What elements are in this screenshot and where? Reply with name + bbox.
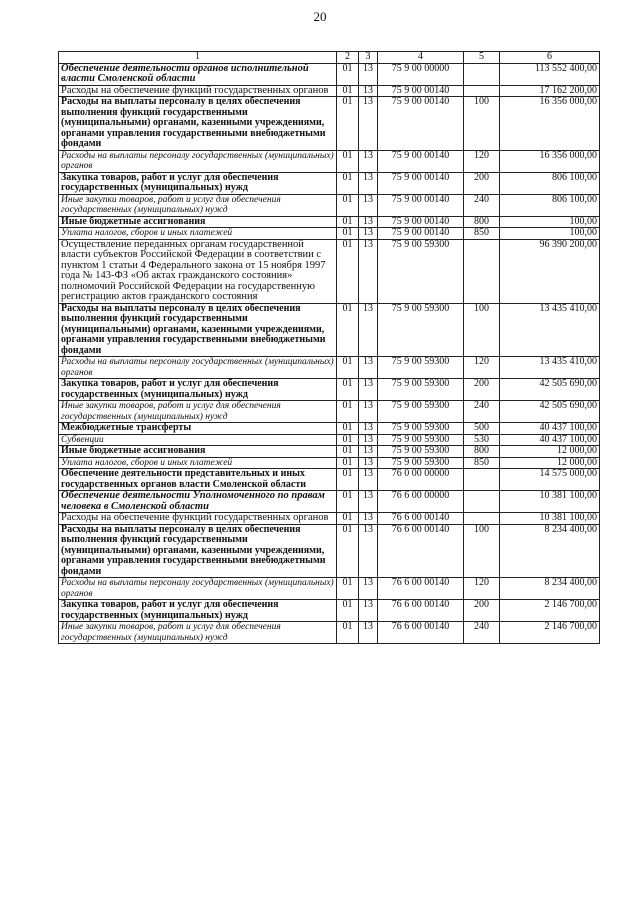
subsection-code-cell: 13 bbox=[359, 379, 378, 401]
target-article-cell: 75 9 00 59300 bbox=[378, 379, 464, 401]
subsection-code-cell: 13 bbox=[359, 401, 378, 423]
amount-cell: 17 162 200,00 bbox=[500, 85, 600, 97]
section-code-cell: 01 bbox=[337, 513, 359, 525]
section-code-cell: 01 bbox=[337, 434, 359, 446]
target-article-cell: 76 6 00 00140 bbox=[378, 622, 464, 644]
expense-type-cell: 120 bbox=[464, 357, 500, 379]
row-name-cell: Обеспечение деятельности органов исполнительной власти Смоленской области bbox=[59, 63, 337, 85]
section-code-cell: 01 bbox=[337, 401, 359, 423]
expense-type-cell: 120 bbox=[464, 578, 500, 600]
target-article-cell: 75 9 00 59300 bbox=[378, 401, 464, 423]
section-code-cell: 01 bbox=[337, 357, 359, 379]
target-article-cell: 75 9 00 00140 bbox=[378, 194, 464, 216]
table-row bbox=[59, 216, 600, 228]
row-name-cell: Обеспечение деятельности Уполномоченного по правам человека в Смоленской области bbox=[59, 491, 337, 513]
table-row bbox=[59, 457, 600, 469]
expense-type-cell: 240 bbox=[464, 622, 500, 644]
expense-type-cell bbox=[464, 239, 500, 303]
target-article-cell: 76 0 00 00000 bbox=[378, 469, 464, 491]
amount-cell: 12 000,00 bbox=[500, 457, 600, 469]
subsection-code-cell: 13 bbox=[359, 423, 378, 435]
section-code-cell: 01 bbox=[337, 303, 359, 357]
expense-type-cell bbox=[464, 469, 500, 491]
subsection-code-cell: 13 bbox=[359, 600, 378, 622]
row-name-cell: Закупка товаров, работ и услуг для обеспечения государственных (муниципальных) нужд bbox=[59, 600, 337, 622]
section-code-cell: 01 bbox=[337, 194, 359, 216]
target-article-cell: 75 9 00 59300 bbox=[378, 457, 464, 469]
subsection-code-cell: 13 bbox=[359, 357, 378, 379]
section-code-cell: 01 bbox=[337, 457, 359, 469]
budget-table bbox=[58, 51, 600, 644]
amount-cell: 13 435 410,00 bbox=[500, 303, 600, 357]
expense-type-cell: 120 bbox=[464, 150, 500, 172]
amount-cell: 96 390 200,00 bbox=[500, 239, 600, 303]
subsection-code-cell: 13 bbox=[359, 150, 378, 172]
row-name-cell: Расходы на выплаты персоналу государственных (муниципальных) органов bbox=[59, 578, 337, 600]
subsection-code-cell: 13 bbox=[359, 622, 378, 644]
table-row bbox=[59, 622, 600, 644]
expense-type-cell bbox=[464, 513, 500, 525]
amount-cell: 16 356 000,00 bbox=[500, 97, 600, 151]
subsection-code-cell: 13 bbox=[359, 491, 378, 513]
amount-cell: 10 381 100,00 bbox=[500, 513, 600, 525]
row-name-cell: Осуществление переданных органам государственной власти субъектов Российской Федерации в соответствии с пунктом 1 статьи 4 Федерального закона от 15 ноября 1997 года № 143-ФЗ «Об актах гражданского состояния» полномочий Российской Федерации на государственную регистрацию актов гражданского состояния bbox=[59, 239, 337, 303]
expense-type-cell: 100 bbox=[464, 303, 500, 357]
row-name-cell: Расходы на выплаты персоналу государственных (муниципальных) органов bbox=[59, 150, 337, 172]
row-name-cell: Закупка товаров, работ и услуг для обеспечения государственных (муниципальных) нужд bbox=[59, 172, 337, 194]
table-row bbox=[59, 239, 600, 303]
amount-cell: 2 146 700,00 bbox=[500, 600, 600, 622]
target-article-cell: 75 9 00 59300 bbox=[378, 446, 464, 458]
amount-cell: 40 437 100,00 bbox=[500, 423, 600, 435]
section-code-cell: 01 bbox=[337, 97, 359, 151]
target-article-cell: 76 6 00 00000 bbox=[378, 491, 464, 513]
expense-type-cell: 200 bbox=[464, 600, 500, 622]
amount-cell: 42 505 690,00 bbox=[500, 379, 600, 401]
section-code-cell: 01 bbox=[337, 446, 359, 458]
header-cell: 6 bbox=[500, 52, 600, 64]
target-article-cell: 76 6 00 00140 bbox=[378, 578, 464, 600]
row-name-cell: Субвенции bbox=[59, 434, 337, 446]
table-row bbox=[59, 85, 600, 97]
subsection-code-cell: 13 bbox=[359, 228, 378, 240]
table-body bbox=[59, 63, 600, 644]
amount-cell: 12 000,00 bbox=[500, 446, 600, 458]
subsection-code-cell: 13 bbox=[359, 434, 378, 446]
target-article-cell: 75 9 00 00000 bbox=[378, 63, 464, 85]
header-cell: 2 bbox=[337, 52, 359, 64]
amount-cell: 16 356 000,00 bbox=[500, 150, 600, 172]
subsection-code-cell: 13 bbox=[359, 457, 378, 469]
amount-cell: 100,00 bbox=[500, 216, 600, 228]
subsection-code-cell: 13 bbox=[359, 85, 378, 97]
row-name-cell: Иные бюджетные ассигнования bbox=[59, 446, 337, 458]
row-name-cell: Иные закупки товаров, работ и услуг для обеспечения государственных (муниципальных) нужд bbox=[59, 622, 337, 644]
page-number: 20 bbox=[313, 9, 327, 24]
section-code-cell: 01 bbox=[337, 469, 359, 491]
section-code-cell: 01 bbox=[337, 228, 359, 240]
expense-type-cell: 200 bbox=[464, 172, 500, 194]
target-article-cell: 76 6 00 00140 bbox=[378, 513, 464, 525]
row-name-cell: Расходы на выплаты персоналу в целях обеспечения выполнения функций государственными (муниципальными) органами, казенными учреждениями, органами управления государственными внебюджетными фондами bbox=[59, 524, 337, 578]
target-article-cell: 76 6 00 00140 bbox=[378, 600, 464, 622]
section-code-cell: 01 bbox=[337, 239, 359, 303]
target-article-cell: 75 9 00 00140 bbox=[378, 97, 464, 151]
subsection-code-cell: 13 bbox=[359, 446, 378, 458]
target-article-cell: 75 9 00 00140 bbox=[378, 85, 464, 97]
expense-type-cell: 100 bbox=[464, 97, 500, 151]
row-name-cell: Обеспечение деятельности представительных и иных государственных органов власти Смоленской области bbox=[59, 469, 337, 491]
subsection-code-cell: 13 bbox=[359, 97, 378, 151]
expense-type-cell: 100 bbox=[464, 524, 500, 578]
subsection-code-cell: 13 bbox=[359, 63, 378, 85]
expense-type-cell: 200 bbox=[464, 379, 500, 401]
target-article-cell: 75 9 00 59300 bbox=[378, 434, 464, 446]
expense-type-cell: 500 bbox=[464, 423, 500, 435]
target-article-cell: 75 9 00 00140 bbox=[378, 216, 464, 228]
target-article-cell: 75 9 00 00140 bbox=[378, 150, 464, 172]
target-article-cell: 76 6 00 00140 bbox=[378, 524, 464, 578]
subsection-code-cell: 13 bbox=[359, 524, 378, 578]
table-row bbox=[59, 434, 600, 446]
table-row bbox=[59, 524, 600, 578]
row-name-cell: Уплата налогов, сборов и иных платежей bbox=[59, 457, 337, 469]
expense-type-cell: 800 bbox=[464, 216, 500, 228]
expense-type-cell: 530 bbox=[464, 434, 500, 446]
table-row bbox=[59, 194, 600, 216]
section-code-cell: 01 bbox=[337, 85, 359, 97]
subsection-code-cell: 13 bbox=[359, 469, 378, 491]
row-name-cell: Расходы на выплаты персоналу в целях обеспечения выполнения функций государственными (муниципальными) органами, казенными учреждениями, органами управления государственными внебюджетными фондами bbox=[59, 303, 337, 357]
table-row bbox=[59, 600, 600, 622]
section-code-cell: 01 bbox=[337, 423, 359, 435]
table-row bbox=[59, 513, 600, 525]
section-code-cell: 01 bbox=[337, 600, 359, 622]
subsection-code-cell: 13 bbox=[359, 578, 378, 600]
row-name-cell: Межбюджетные трансферты bbox=[59, 423, 337, 435]
subsection-code-cell: 13 bbox=[359, 172, 378, 194]
target-article-cell: 75 9 00 59300 bbox=[378, 357, 464, 379]
row-name-cell: Закупка товаров, работ и услуг для обеспечения государственных (муниципальных) нужд bbox=[59, 379, 337, 401]
expense-type-cell: 800 bbox=[464, 446, 500, 458]
row-name-cell: Иные бюджетные ассигнования bbox=[59, 216, 337, 228]
row-name-cell: Расходы на выплаты персоналу в целях обеспечения выполнения функций государственными (муниципальными) органами, казенными учреждениями, органами управления государственными внебюджетными фондами bbox=[59, 97, 337, 151]
expense-type-cell bbox=[464, 491, 500, 513]
expense-type-cell: 240 bbox=[464, 401, 500, 423]
target-article-cell: 75 9 00 00140 bbox=[378, 228, 464, 240]
expense-type-cell bbox=[464, 63, 500, 85]
table-row bbox=[59, 357, 600, 379]
table-row bbox=[59, 423, 600, 435]
table-row bbox=[59, 401, 600, 423]
expense-type-cell bbox=[464, 85, 500, 97]
target-article-cell: 75 9 00 00140 bbox=[378, 172, 464, 194]
expense-type-cell: 240 bbox=[464, 194, 500, 216]
section-code-cell: 01 bbox=[337, 172, 359, 194]
amount-cell: 10 381 100,00 bbox=[500, 491, 600, 513]
table-row bbox=[59, 469, 600, 491]
section-code-cell: 01 bbox=[337, 379, 359, 401]
header-cell: 4 bbox=[378, 52, 464, 64]
table-row bbox=[59, 228, 600, 240]
table-row bbox=[59, 491, 600, 513]
table-row bbox=[59, 303, 600, 357]
header-cell: 5 bbox=[464, 52, 500, 64]
header-cell: 1 bbox=[59, 52, 337, 64]
table-row bbox=[59, 446, 600, 458]
row-name-cell: Иные закупки товаров, работ и услуг для обеспечения государственных (муниципальных) нужд bbox=[59, 401, 337, 423]
subsection-code-cell: 13 bbox=[359, 194, 378, 216]
table-row bbox=[59, 150, 600, 172]
expense-type-cell: 850 bbox=[464, 457, 500, 469]
table-row bbox=[59, 97, 600, 151]
target-article-cell: 75 9 00 59300 bbox=[378, 303, 464, 357]
row-name-cell: Уплата налогов, сборов и иных платежей bbox=[59, 228, 337, 240]
table-row bbox=[59, 63, 600, 85]
section-code-cell: 01 bbox=[337, 150, 359, 172]
table-row bbox=[59, 379, 600, 401]
amount-cell: 100,00 bbox=[500, 228, 600, 240]
row-name-cell: Расходы на обеспечение функций государственных органов bbox=[59, 85, 337, 97]
amount-cell: 113 552 400,00 bbox=[500, 63, 600, 85]
subsection-code-cell: 13 bbox=[359, 239, 378, 303]
amount-cell: 806 100,00 bbox=[500, 172, 600, 194]
header-cell: 3 bbox=[359, 52, 378, 64]
target-article-cell: 75 9 00 59300 bbox=[378, 423, 464, 435]
subsection-code-cell: 13 bbox=[359, 216, 378, 228]
table-row bbox=[59, 578, 600, 600]
amount-cell: 2 146 700,00 bbox=[500, 622, 600, 644]
amount-cell: 40 437 100,00 bbox=[500, 434, 600, 446]
amount-cell: 13 435 410,00 bbox=[500, 357, 600, 379]
row-name-cell: Расходы на выплаты персоналу государственных (муниципальных) органов bbox=[59, 357, 337, 379]
amount-cell: 8 234 400,00 bbox=[500, 524, 600, 578]
subsection-code-cell: 13 bbox=[359, 303, 378, 357]
amount-cell: 806 100,00 bbox=[500, 194, 600, 216]
amount-cell: 8 234 400,00 bbox=[500, 578, 600, 600]
row-name-cell: Иные закупки товаров, работ и услуг для обеспечения государственных (муниципальных) нужд bbox=[59, 194, 337, 216]
table-row bbox=[59, 172, 600, 194]
amount-cell: 14 575 000,00 bbox=[500, 469, 600, 491]
section-code-cell: 01 bbox=[337, 63, 359, 85]
target-article-cell: 75 9 00 59300 bbox=[378, 239, 464, 303]
amount-cell: 42 505 690,00 bbox=[500, 401, 600, 423]
section-code-cell: 01 bbox=[337, 622, 359, 644]
section-code-cell: 01 bbox=[337, 524, 359, 578]
section-code-cell: 01 bbox=[337, 491, 359, 513]
subsection-code-cell: 13 bbox=[359, 513, 378, 525]
table-header-row bbox=[59, 52, 600, 64]
section-code-cell: 01 bbox=[337, 216, 359, 228]
expense-type-cell: 850 bbox=[464, 228, 500, 240]
row-name-cell: Расходы на обеспечение функций государственных органов bbox=[59, 513, 337, 525]
section-code-cell: 01 bbox=[337, 578, 359, 600]
